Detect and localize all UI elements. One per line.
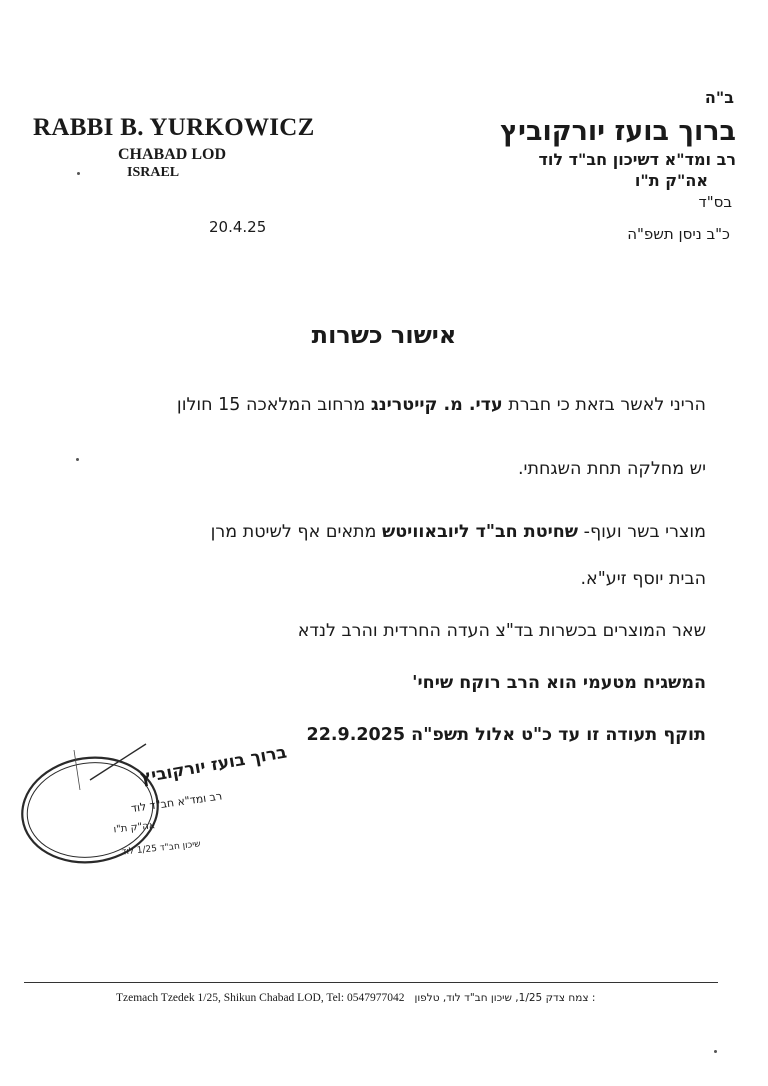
validity-line: תוקף תעודה זו עד כ"ט אלול תשפ"ה 22.9.2025 <box>306 725 706 745</box>
body-line-3 <box>211 522 706 542</box>
footer-hebrew: : צמח צדק 1/25, שיכון חב"ד לוד, טלפון <box>414 992 596 1004</box>
english-org-line: CHABAD LOD <box>118 146 227 163</box>
hebrew-location-line: אה"ק ת"ו <box>634 171 708 190</box>
body-line-4: הבית יוסף זיע"א. <box>580 569 706 589</box>
scan-speck <box>76 458 79 461</box>
footer-english: Tzemach Tzedek 1/25, Shikun Chabad LOD, Tel: 0547977042 <box>116 992 405 1004</box>
stamp-title: רב ומד"א חב"ד לוד <box>130 789 223 816</box>
body-text: מתאים אף לשיטת מרן <box>210 522 383 542</box>
shechita-name: שחיטת חב"ד ליובאוויטש <box>382 522 579 542</box>
mashgiach-line: המשגיח מטעמי הוא הרב רוקח שיחי' <box>412 673 706 693</box>
document-title: אישור כשרות <box>311 321 457 349</box>
company-name: עדי. מ. קייטרינג <box>370 395 503 415</box>
hebrew-rabbi-name: ברוך בועז יורקוביץ <box>500 116 736 147</box>
rabbi-stamp <box>14 742 289 874</box>
english-rabbi-name: RABBI B. YURKOWICZ <box>33 114 315 141</box>
english-country-line: ISRAEL <box>127 165 180 180</box>
stamp-location: אה"ק ת"ו <box>113 820 156 836</box>
stamp-address: שיכון חב"ד 1/25 לוד <box>121 839 202 858</box>
footer-divider <box>24 982 718 983</box>
hebrew-title-line: רב ומד"א דשיכון חב"ד לוד <box>538 150 736 169</box>
bh-mark: ב"ה <box>704 88 734 107</box>
scan-speck <box>714 1050 717 1053</box>
bsd-mark: בס"ד <box>698 193 732 211</box>
body-text: הריני לאשר בזאת כי חברת <box>502 395 706 415</box>
gregorian-date: 20.4.25 <box>209 218 267 236</box>
body-line-2: יש מחלקה תחת השגחתי. <box>517 459 706 479</box>
stamp-name: ברוך בועז יורקוביץ <box>138 742 289 788</box>
hebrew-date: כ"ב ניסן תשפ"ה <box>627 225 730 243</box>
body-text: מוצרי בשר ועוף- <box>578 522 706 542</box>
body-text: מרחוב המלאכה 15 חולון <box>176 395 371 415</box>
body-line-5: שאר המוצרים בכשרות בד"צ העדה החרדית והרב לנדא <box>297 621 706 641</box>
scan-speck <box>77 172 80 175</box>
body-line-1 <box>177 395 706 415</box>
footer-address <box>116 992 595 1004</box>
